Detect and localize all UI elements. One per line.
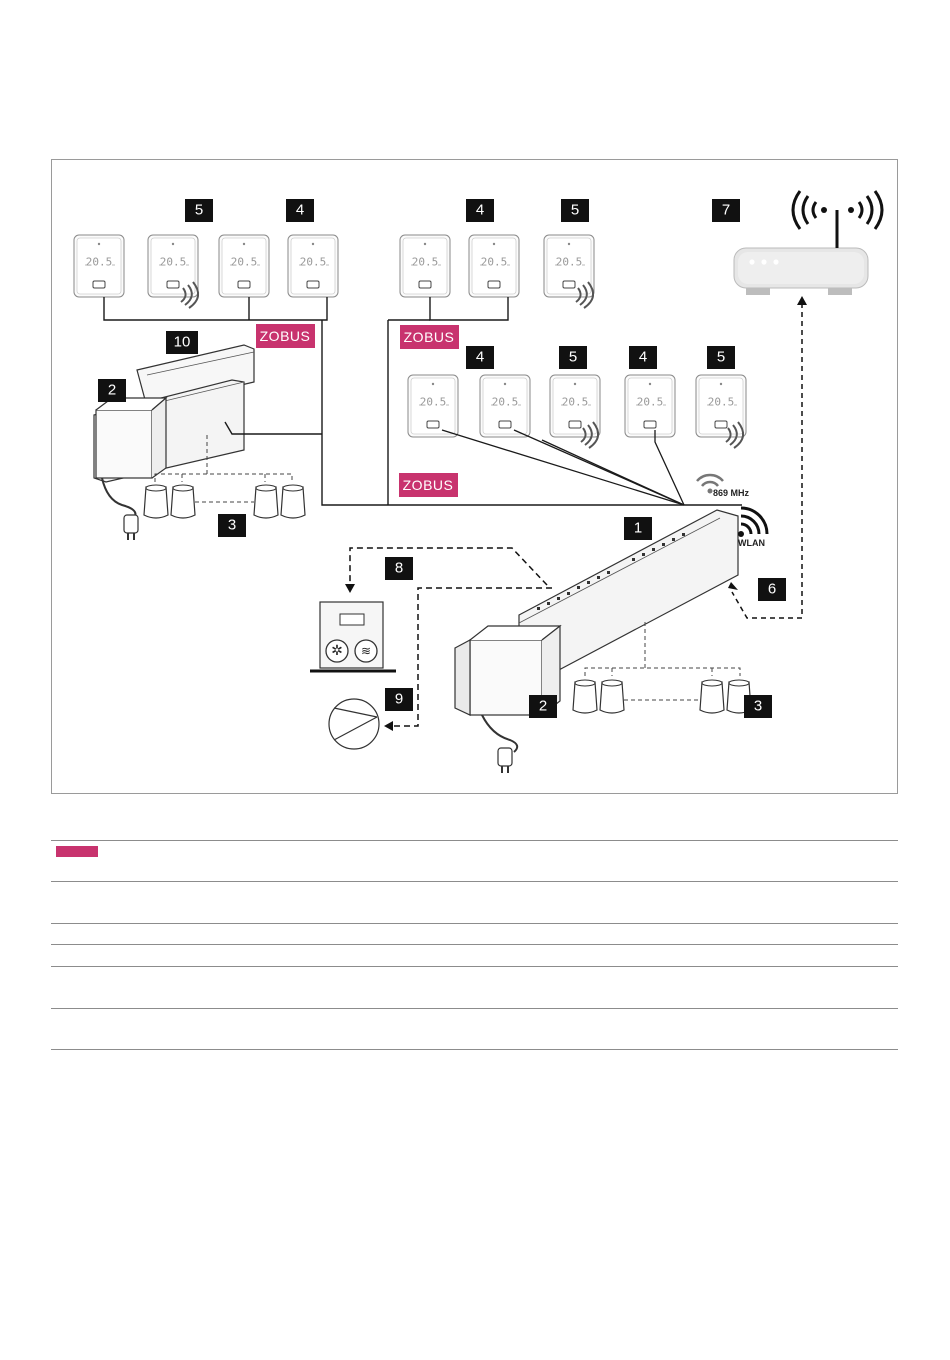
legend-table-top-rule <box>51 840 898 841</box>
svg-text:4: 4 <box>475 348 485 366</box>
legend-table-row-rule <box>51 966 898 967</box>
svg-text:10: 10 <box>173 333 191 351</box>
legend-table-row-rule <box>51 881 898 882</box>
zobus-legend-swatch <box>56 846 98 857</box>
thermostat-reading: 20.5 <box>85 255 113 269</box>
callout-5 <box>707 346 735 369</box>
svg-text:7: 7 <box>721 201 731 219</box>
circulation-pump <box>329 699 379 749</box>
wlan-label: WLAN <box>738 538 765 548</box>
thermostat-reading: 20.5 <box>555 255 583 269</box>
callout-6 <box>758 578 786 601</box>
actuator <box>281 485 305 518</box>
actuator <box>573 680 597 713</box>
thermostat-reading: 20.5 <box>480 255 508 269</box>
actuator <box>144 485 168 518</box>
svg-text:9: 9 <box>394 690 404 708</box>
callout-1 <box>624 517 652 540</box>
system-diagram <box>51 159 898 794</box>
thermostat-reading: 20.5 <box>707 395 735 409</box>
svg-text:1: 1 <box>633 519 643 537</box>
callout-3 <box>218 514 246 537</box>
legend-table-row-rule <box>51 923 898 924</box>
svg-text:3: 3 <box>753 697 763 715</box>
callout-5 <box>185 199 213 222</box>
slave-controller-unit <box>94 345 322 540</box>
svg-text:4: 4 <box>295 201 305 219</box>
callout-2 <box>529 695 557 718</box>
svg-text:5: 5 <box>716 348 726 366</box>
svg-text:2: 2 <box>107 381 117 399</box>
actuator <box>171 485 195 518</box>
thermostat-reading: 20.5 <box>230 255 258 269</box>
svg-text:5: 5 <box>570 201 580 219</box>
svg-text:4: 4 <box>475 201 485 219</box>
wlan-signal-icon <box>738 508 767 537</box>
callout-5 <box>561 199 589 222</box>
heating-icon: ≋ <box>360 644 372 658</box>
zobus-label <box>400 325 459 349</box>
thermostat-reading: 20.5 <box>411 255 439 269</box>
svg-text:3: 3 <box>227 516 237 534</box>
actuator <box>254 485 278 518</box>
callout-2 <box>98 379 126 402</box>
wifi-router <box>734 210 868 295</box>
zobus-label <box>256 324 315 348</box>
callout-4 <box>629 346 657 369</box>
thermostat-reading: 20.5 <box>159 255 187 269</box>
svg-text:ZOBUS: ZOBUS <box>403 329 455 345</box>
svg-text:ZOBUS: ZOBUS <box>402 477 454 493</box>
svg-text:ZOBUS: ZOBUS <box>259 328 311 344</box>
callout-4 <box>286 199 314 222</box>
legend-table-row-rule <box>51 944 898 945</box>
svg-text:6: 6 <box>767 580 777 598</box>
thermostat-reading: 20.5 <box>419 395 447 409</box>
legend-table-bottom-rule <box>51 1049 898 1050</box>
svg-text:8: 8 <box>394 559 404 577</box>
callout-10 <box>166 331 198 354</box>
callout-8 <box>385 557 413 580</box>
svg-text:5: 5 <box>194 201 204 219</box>
callout-4 <box>466 346 494 369</box>
actuator <box>700 680 724 713</box>
svg-text:2: 2 <box>538 697 548 715</box>
svg-text:4: 4 <box>638 348 648 366</box>
callout-9 <box>385 688 413 711</box>
zobus-label <box>399 473 458 497</box>
frequency-label: 869 MHz <box>713 488 750 498</box>
legend-table-row-rule <box>51 1008 898 1009</box>
callout-3 <box>744 695 772 718</box>
wlan-link <box>728 296 807 618</box>
heat-cool-source <box>310 602 396 671</box>
base-controller-unit <box>455 510 751 773</box>
thermostat-group-top-middle <box>388 235 594 505</box>
callout-5 <box>559 346 587 369</box>
thermostat-reading: 20.5 <box>561 395 589 409</box>
thermostat-reading: 20.5 <box>299 255 327 269</box>
cooling-icon: ✲ <box>331 643 343 659</box>
thermostat-reading: 20.5 <box>636 395 664 409</box>
actuator <box>600 680 624 713</box>
callout-7 <box>712 199 740 222</box>
thermostat-reading: 20.5 <box>491 395 519 409</box>
callout-4 <box>466 199 494 222</box>
thermostat-group-middle <box>408 375 746 505</box>
system-diagram-svg <box>52 160 899 795</box>
svg-text:5: 5 <box>568 348 578 366</box>
